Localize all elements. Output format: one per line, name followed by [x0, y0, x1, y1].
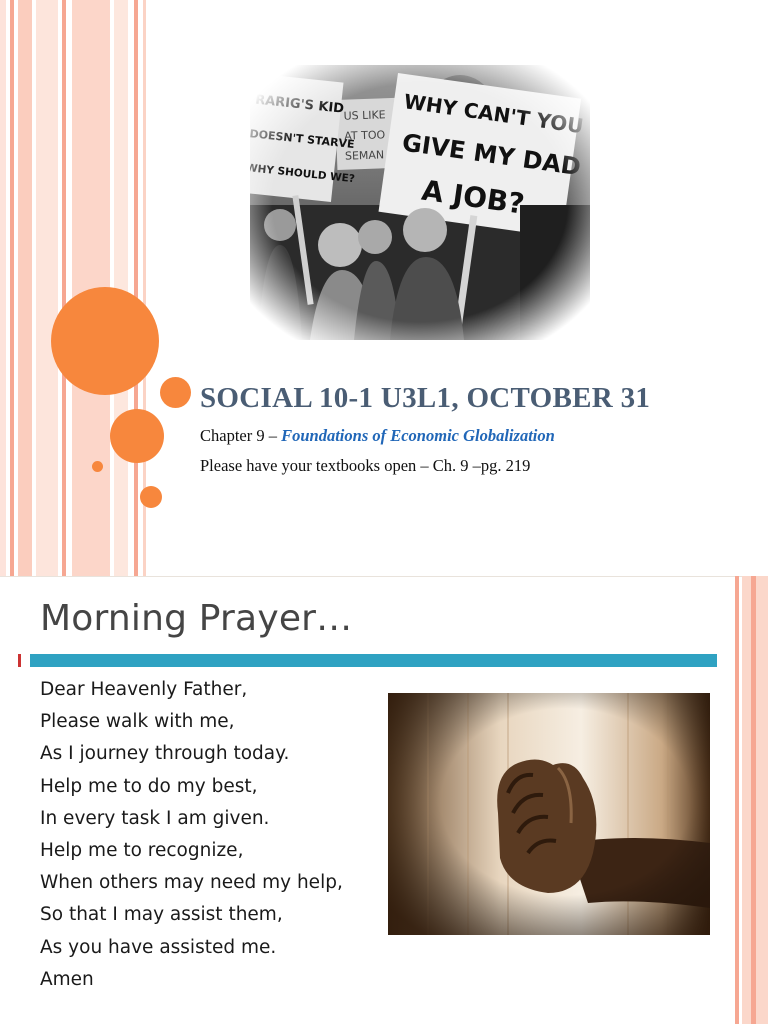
title-underline-bar: [30, 654, 717, 667]
prayer-text: [40, 674, 343, 996]
decor-stripe: [62, 0, 66, 576]
decor-circle: [110, 409, 164, 463]
prayer-line: Amen: [40, 968, 94, 990]
decor-stripe: [10, 0, 14, 576]
praying-hands-photo: [388, 693, 710, 935]
decor-circle-large: [51, 287, 159, 395]
slide-title: SOCIAL 10-1 U3L1, OCTOBER 31: [200, 382, 651, 414]
prayer-line: When others may need my help,: [40, 872, 343, 894]
decor-stripe: [134, 0, 138, 576]
prayer-line: Dear Heavenly Father,: [40, 679, 248, 700]
prayer-line: In every task I am given.: [40, 807, 270, 829]
decor-stripe: [36, 0, 58, 576]
title-marker: [18, 654, 21, 667]
prayer-line: So that I may assist them,: [40, 904, 283, 926]
decor-stripe: [0, 0, 6, 576]
decor-circle-small: [92, 461, 103, 472]
prayer-title: Morning Prayer…: [40, 598, 353, 639]
instruction-text: Please have your textbooks open – Ch. 9 –pg. 219: [200, 456, 531, 475]
decor-circle: [140, 486, 162, 508]
prayer-line: As you have assisted me.: [40, 936, 277, 958]
prayer-line: As I journey through today.: [40, 743, 290, 765]
prayer-line: Help me to recognize,: [40, 839, 244, 861]
protest-photo: [250, 65, 590, 340]
prayer-line: Please walk with me,: [40, 711, 235, 733]
decor-circle: [160, 377, 191, 408]
chapter-line: [200, 426, 555, 446]
decor-stripe: [18, 0, 32, 576]
decor-stripe: [735, 576, 739, 1024]
prayer-line: Help me to do my best,: [40, 775, 258, 797]
chapter-prefix: Chapter 9 –: [200, 426, 282, 445]
decor-stripe: [751, 576, 756, 1024]
chapter-title: Foundations of Economic Globalization: [281, 426, 555, 445]
